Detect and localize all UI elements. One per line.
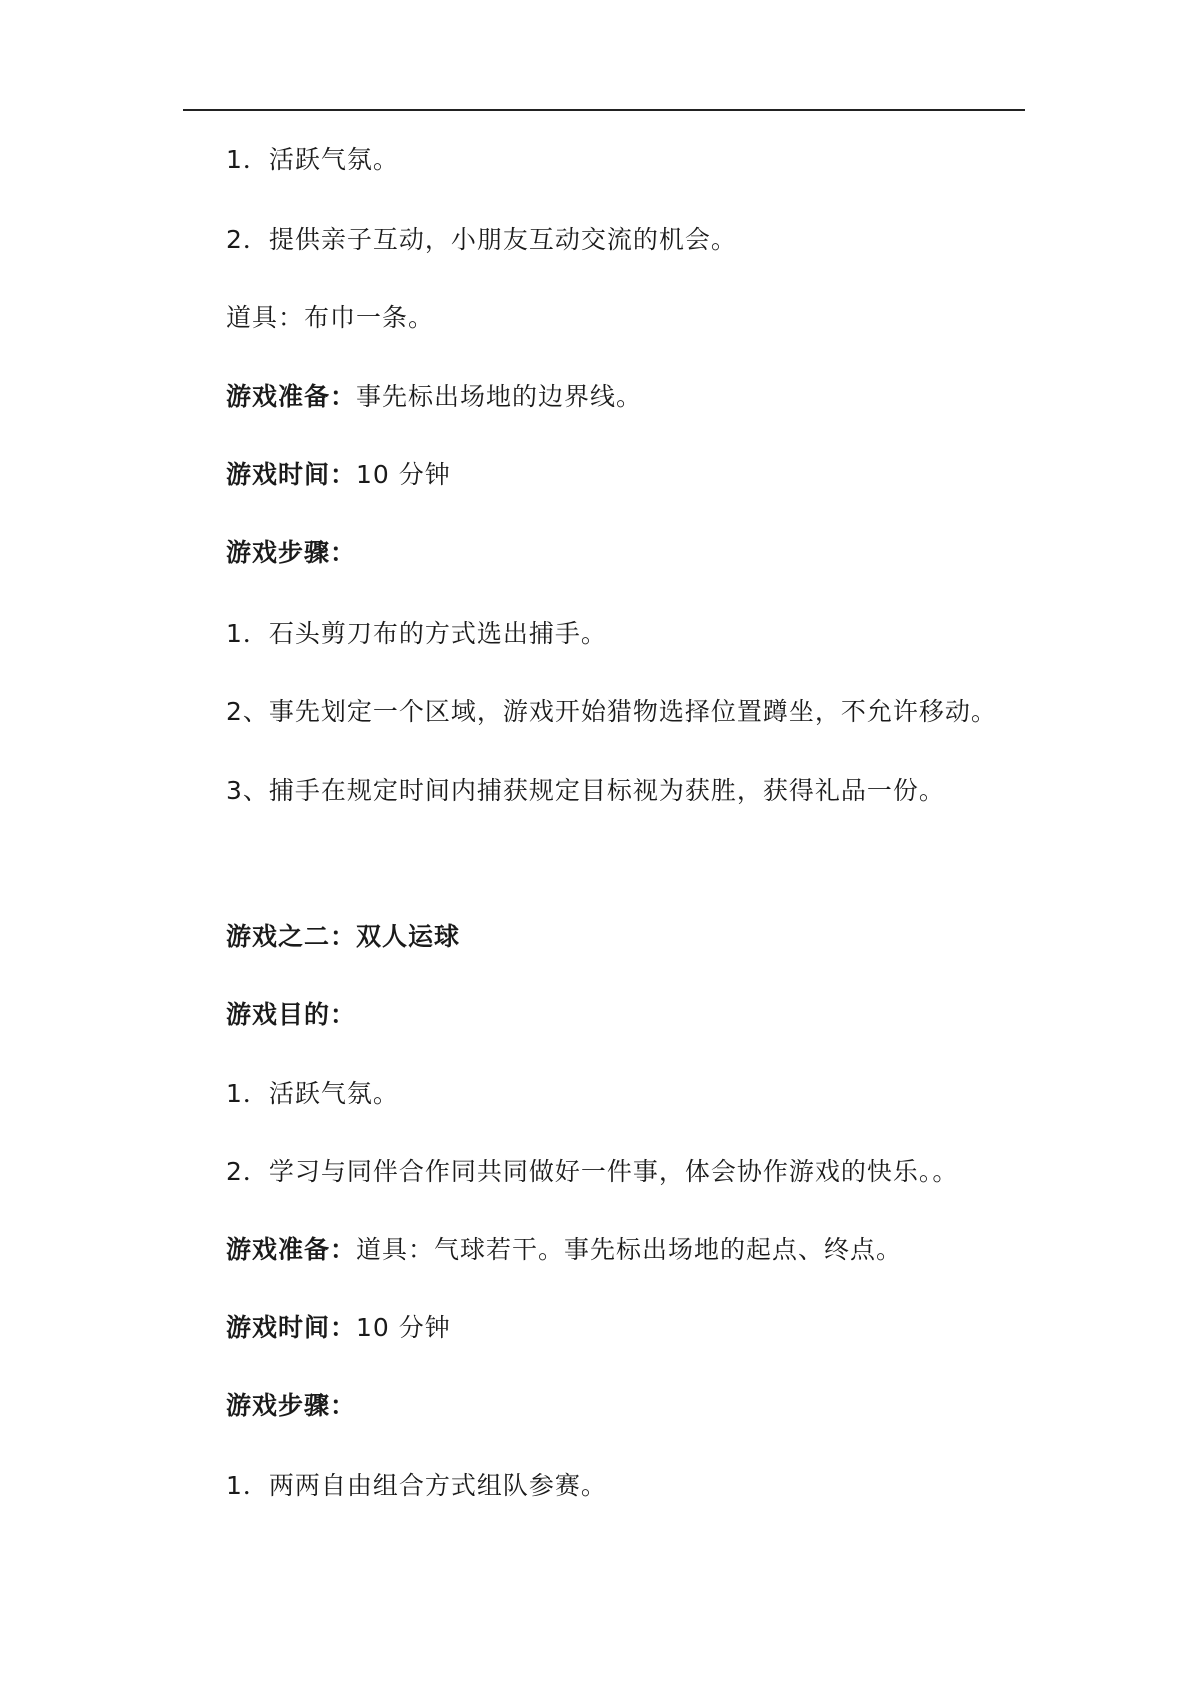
line-text: 2、事先划定一个区域，游戏开始猎物选择位置蹲坐，不允许移动。 [226, 697, 997, 726]
line-text: 10 分钟 [356, 460, 451, 489]
text-line [226, 143, 399, 177]
line-text: 事先标出场地的边界线。 [356, 382, 643, 411]
line-text: 1．活跃气氛。 [226, 1079, 399, 1108]
line-heading: 游戏步骤： [226, 538, 357, 567]
text-line [226, 1469, 607, 1503]
line-heading: 游戏之二：双人运球 [226, 922, 461, 951]
line-text: 2．学习与同伴合作同共同做好一件事，体会协作游戏的快乐。。 [226, 1157, 959, 1186]
line-heading: 游戏准备： [226, 1235, 357, 1264]
text-line [226, 774, 945, 808]
text-line [226, 998, 356, 1032]
line-text: 1．两两自由组合方式组队参赛。 [226, 1471, 607, 1500]
text-line [226, 536, 356, 570]
text-line [226, 1155, 958, 1189]
text-line [226, 458, 451, 492]
line-heading: 游戏目的： [226, 1000, 357, 1029]
text-line [226, 301, 434, 335]
line-text: 1．活跃气氛。 [226, 145, 399, 174]
line-heading: 游戏时间： [226, 460, 357, 489]
line-heading: 游戏步骤： [226, 1391, 357, 1420]
line-text: 道具：布巾一条。 [226, 303, 435, 332]
text-line [226, 617, 607, 651]
text-line [226, 380, 642, 414]
line-text: 道具：气球若干。事先标出场地的起点、终点。 [356, 1235, 903, 1264]
header-rule [183, 109, 1025, 111]
line-text: 2．提供亲子互动，小朋友互动交流的机会。 [226, 225, 737, 254]
text-line [226, 695, 997, 729]
text-line [226, 1311, 451, 1345]
line-text: 10 分钟 [356, 1313, 451, 1342]
text-line [226, 223, 737, 257]
text-line [226, 1389, 356, 1423]
line-text: 1．石头剪刀布的方式选出捕手。 [226, 619, 607, 648]
line-text: 3、捕手在规定时间内捕获规定目标视为获胜，获得礼品一份。 [226, 776, 945, 805]
line-heading: 游戏准备： [226, 382, 357, 411]
text-line [226, 1077, 399, 1111]
text-line [226, 1233, 902, 1267]
text-line [226, 920, 460, 954]
line-heading: 游戏时间： [226, 1313, 357, 1342]
